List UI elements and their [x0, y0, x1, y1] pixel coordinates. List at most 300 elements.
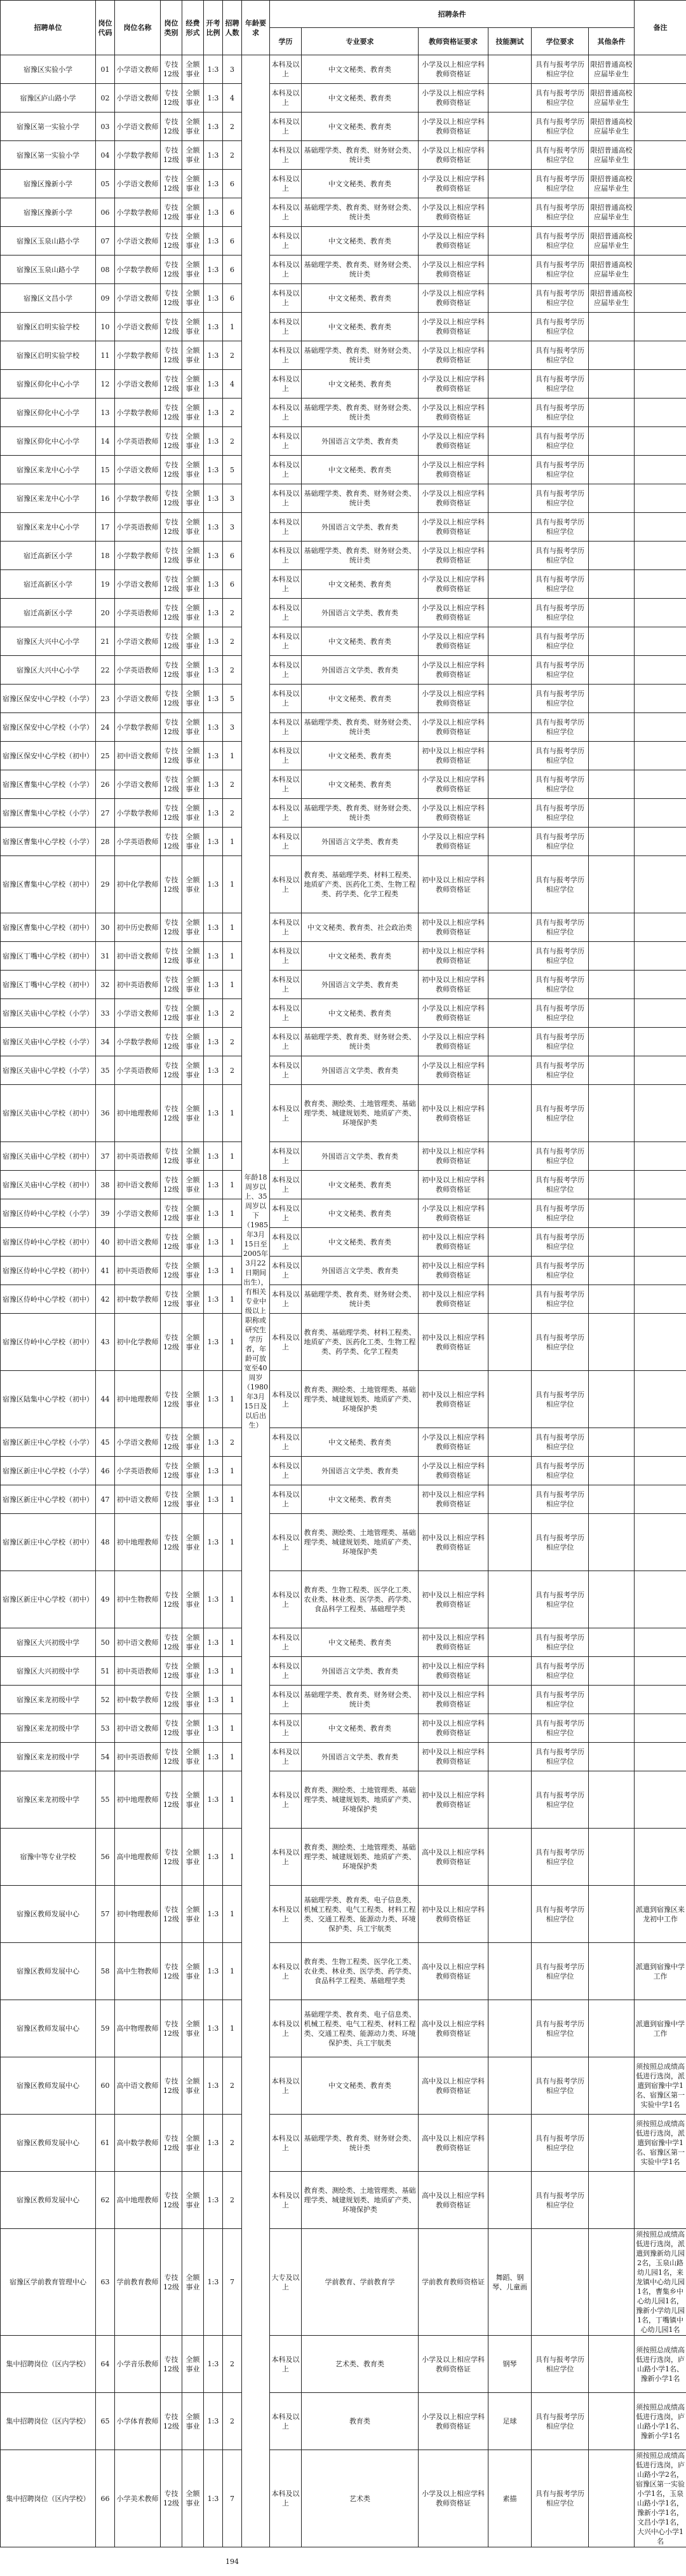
header-name: 岗位名称: [115, 1, 161, 55]
major-cell: 艺术类、教育类: [302, 2336, 419, 2393]
degree-cell: 具有与报考学历相应学位: [532, 2115, 589, 2172]
skill-cell: [488, 542, 532, 570]
other-cell: 限招普通高校应届毕业生: [589, 55, 635, 84]
code-cell: 63: [96, 2229, 115, 2336]
cert-cell: 初中及以上相应学科教师资格证: [419, 1228, 488, 1257]
degree-cell: 具有与报考学历相应学位: [532, 1571, 589, 1628]
remark-cell: [635, 399, 686, 427]
unit-cell: 宿豫区启明实验学校: [1, 313, 96, 341]
table-row: [1, 1428, 686, 1457]
major-cell: 基础理学类、教育类、财务财会类、统计类: [302, 1285, 419, 1314]
remark-cell: [635, 971, 686, 999]
table-row: [1, 1771, 686, 1829]
degree-cell: 具有与报考学历相应学位: [532, 2393, 589, 2450]
position-name-cell: 初中化学教师: [115, 856, 161, 913]
remark-cell: [635, 341, 686, 370]
education-cell: 本科及以上: [270, 55, 302, 84]
position-type-cell: 专技12级: [161, 341, 182, 370]
code-cell: 62: [96, 2172, 115, 2229]
position-name-cell: 初中语文教师: [115, 1171, 161, 1199]
position-type-cell: 专技12级: [161, 1371, 182, 1428]
other-cell: [589, 942, 635, 971]
remark-cell: [635, 1314, 686, 1371]
cert-cell: 初中及以上相应学科教师资格证: [419, 1743, 488, 1771]
count-cell: 3: [223, 513, 242, 542]
education-cell: 本科及以上: [270, 1485, 302, 1514]
count-cell: 6: [223, 256, 242, 284]
remark-cell: 须按照总成绩高低进行选岗，派遣到豫新幼儿园2名，玉泉山路幼儿园1名，来龙镇中心幼儿园1名，曹集乡中心幼儿园1名，豫新小学幼儿园1名，丁嘴镇中心幼儿园1名: [635, 2229, 686, 2336]
position-type-cell: 专技12级: [161, 2229, 182, 2336]
position-type-cell: 专技12级: [161, 913, 182, 942]
remark-cell: [635, 942, 686, 971]
other-cell: [589, 770, 635, 799]
count-cell: 1: [223, 313, 242, 341]
ratio-cell: 1:3: [204, 971, 223, 999]
major-cell: 外国语言文学类、教育类: [302, 971, 419, 999]
degree-cell: 具有与报考学历相应学位: [532, 1085, 589, 1142]
education-cell: 本科及以上: [270, 942, 302, 971]
ratio-cell: 1:3: [204, 313, 223, 341]
position-type-cell: 专技12级: [161, 599, 182, 627]
skill-cell: [488, 84, 532, 112]
count-cell: 4: [223, 370, 242, 399]
degree-cell: 具有与报考学历相应学位: [532, 2000, 589, 2057]
ratio-cell: 1:3: [204, 1514, 223, 1571]
skill-cell: [488, 1628, 532, 1657]
funding-cell: 全额事业: [182, 1314, 204, 1371]
funding-cell: 全额事业: [182, 84, 204, 112]
count-cell: 3: [223, 484, 242, 513]
ratio-cell: 1:3: [204, 227, 223, 256]
code-cell: 50: [96, 1628, 115, 1657]
code-cell: 38: [96, 1171, 115, 1199]
other-cell: [589, 570, 635, 599]
code-cell: 24: [96, 713, 115, 742]
other-cell: [589, 456, 635, 484]
cert-cell: 小学及以上相应学科教师资格证: [419, 799, 488, 828]
major-cell: 基础理学类、教育类、财务财会类、统计类: [302, 198, 419, 227]
unit-cell: 宿豫区侍岭中心学校（小学）: [1, 1199, 96, 1228]
count-cell: 1: [223, 1571, 242, 1628]
count-cell: 3: [223, 55, 242, 84]
code-cell: 08: [96, 256, 115, 284]
other-cell: [589, 1171, 635, 1199]
skill-cell: [488, 1314, 532, 1371]
education-cell: 大专及以上: [270, 2229, 302, 2336]
position-name-cell: 初中英语教师: [115, 1743, 161, 1771]
position-name-cell: 初中数学教师: [115, 1686, 161, 1714]
header-major: 专业要求: [302, 28, 419, 55]
degree-cell: 具有与报考学历相应学位: [532, 1714, 589, 1743]
cert-cell: 初中及以上相应学科教师资格证: [419, 971, 488, 999]
education-cell: 本科及以上: [270, 713, 302, 742]
funding-cell: 全额事业: [182, 227, 204, 256]
remark-cell: 派遣到宿豫中学工作: [635, 1943, 686, 2000]
ratio-cell: 1:3: [204, 1686, 223, 1714]
unit-cell: 宿迁高新区小学: [1, 570, 96, 599]
skill-cell: [488, 513, 532, 542]
other-cell: [589, 1056, 635, 1085]
position-type-cell: 专技12级: [161, 656, 182, 685]
education-cell: 本科及以上: [270, 742, 302, 770]
funding-cell: 全额事业: [182, 856, 204, 913]
code-cell: 48: [96, 1514, 115, 1571]
count-cell: 2: [223, 141, 242, 170]
unit-cell: 宿豫区曹集中心学校（小学）: [1, 799, 96, 828]
unit-cell: 宿豫区侍岭中心学校（初中）: [1, 1285, 96, 1314]
total-row-empty: [589, 2547, 635, 2576]
major-cell: 基础理学类、教育类、财务财会类、统计类: [302, 2115, 419, 2172]
ratio-cell: 1:3: [204, 742, 223, 770]
ratio-cell: 1:3: [204, 1428, 223, 1457]
cert-cell: 高中及以上相应学科教师资格证: [419, 1829, 488, 1886]
remark-cell: 派遣到宿豫区来龙初中工作: [635, 1886, 686, 1943]
remark-cell: [635, 770, 686, 799]
degree-cell: 具有与报考学历相应学位: [532, 227, 589, 256]
unit-cell: 宿迁高新区小学: [1, 599, 96, 627]
cert-cell: 小学及以上相应学科教师资格证: [419, 570, 488, 599]
ratio-cell: 1:3: [204, 1285, 223, 1314]
table-row: [1, 942, 686, 971]
code-cell: 53: [96, 1714, 115, 1743]
cert-cell: 初中及以上相应学科教师资格证: [419, 1142, 488, 1171]
cert-cell: 初中及以上相应学科教师资格证: [419, 1371, 488, 1428]
other-cell: [589, 399, 635, 427]
unit-cell: 宿豫区仰化中心小学: [1, 399, 96, 427]
skill-cell: [488, 1657, 532, 1686]
major-cell: 中文文秘类、教育类: [302, 770, 419, 799]
ratio-cell: 1:3: [204, 170, 223, 198]
remark-cell: [635, 313, 686, 341]
education-cell: 本科及以上: [270, 1743, 302, 1771]
position-name-cell: 小学语文教师: [115, 284, 161, 313]
unit-cell: 宿豫区保安中心学校（小学）: [1, 685, 96, 713]
position-type-cell: 专技12级: [161, 84, 182, 112]
education-cell: 本科及以上: [270, 1514, 302, 1571]
remark-cell: [635, 370, 686, 399]
position-name-cell: 小学英语教师: [115, 513, 161, 542]
skill-cell: [488, 799, 532, 828]
cert-cell: 初中及以上相应学科教师资格证: [419, 1085, 488, 1142]
remark-cell: [635, 599, 686, 627]
major-cell: 外国语言文学类、教育类: [302, 427, 419, 456]
position-name-cell: 初中数学教师: [115, 1285, 161, 1314]
funding-cell: 全额事业: [182, 713, 204, 742]
degree-cell: 具有与报考学历相应学位: [532, 627, 589, 656]
other-cell: [589, 913, 635, 942]
code-cell: 42: [96, 1285, 115, 1314]
education-cell: 本科及以上: [270, 599, 302, 627]
code-cell: 37: [96, 1142, 115, 1171]
count-cell: 6: [223, 570, 242, 599]
ratio-cell: 1:3: [204, 1743, 223, 1771]
remark-cell: [635, 141, 686, 170]
skill-cell: [488, 999, 532, 1028]
education-cell: 本科及以上: [270, 1171, 302, 1199]
total-row-empty: [182, 2547, 204, 2576]
count-cell: 5: [223, 685, 242, 713]
table-row: [1, 542, 686, 570]
count-cell: 1: [223, 1714, 242, 1743]
funding-cell: 全额事业: [182, 456, 204, 484]
education-cell: 本科及以上: [270, 1714, 302, 1743]
skill-cell: [488, 284, 532, 313]
skill-cell: [488, 1771, 532, 1829]
cert-cell: 小学及以上相应学科教师资格证: [419, 1457, 488, 1485]
education-cell: 本科及以上: [270, 84, 302, 112]
table-row: [1, 141, 686, 170]
cert-cell: 小学及以上相应学科教师资格证: [419, 1028, 488, 1056]
degree-cell: 具有与报考学历相应学位: [532, 55, 589, 84]
funding-cell: 全额事业: [182, 1571, 204, 1628]
other-cell: [589, 1771, 635, 1829]
other-cell: [589, 2393, 635, 2450]
total-row-empty: [635, 2547, 686, 2576]
cert-cell: 初中及以上相应学科教师资格证: [419, 1257, 488, 1285]
position-type-cell: 专技12级: [161, 1228, 182, 1257]
position-type-cell: 专技12级: [161, 1771, 182, 1829]
remark-cell: [635, 1428, 686, 1457]
unit-cell: 宿豫区玉泉山路小学: [1, 256, 96, 284]
position-type-cell: 专技12级: [161, 1428, 182, 1457]
count-cell: 1: [223, 1485, 242, 1514]
total-row-empty: [161, 2547, 182, 2576]
funding-cell: 全额事业: [182, 2336, 204, 2393]
remark-cell: [635, 1257, 686, 1285]
code-cell: 16: [96, 484, 115, 513]
table-row: [1, 227, 686, 256]
total-row-empty: [419, 2547, 488, 2576]
other-cell: [589, 427, 635, 456]
cert-cell: 小学及以上相应学科教师资格证: [419, 341, 488, 370]
funding-cell: 全额事业: [182, 1142, 204, 1171]
remark-cell: [635, 1171, 686, 1199]
education-cell: 本科及以上: [270, 1142, 302, 1171]
funding-cell: 全额事业: [182, 2450, 204, 2547]
major-cell: 教育类、测绘类、土地管理类、基础理学类、城建规划类、地质矿产类、环境保护类: [302, 2172, 419, 2229]
cert-cell: 小学及以上相应学科教师资格证: [419, 484, 488, 513]
code-cell: 45: [96, 1428, 115, 1457]
unit-cell: 宿豫区关庙中心学校（初中）: [1, 1142, 96, 1171]
degree-cell: 具有与报考学历相应学位: [532, 170, 589, 198]
funding-cell: 全额事业: [182, 1228, 204, 1257]
code-cell: 41: [96, 1257, 115, 1285]
table-row: [1, 1142, 686, 1171]
table-row: [1, 570, 686, 599]
funding-cell: 全额事业: [182, 2115, 204, 2172]
position-type-cell: 专技12级: [161, 856, 182, 913]
count-cell: 1: [223, 913, 242, 942]
unit-cell: 宿豫区教师发展中心: [1, 1886, 96, 1943]
major-cell: 中文文秘类、教育类: [302, 1714, 419, 1743]
unit-cell: 宿豫区大兴初级中学: [1, 1628, 96, 1657]
major-cell: 中文文秘类、教育类: [302, 170, 419, 198]
degree-cell: 具有与报考学历相应学位: [532, 1771, 589, 1829]
funding-cell: 全额事业: [182, 656, 204, 685]
position-type-cell: 专技12级: [161, 971, 182, 999]
remark-cell: [635, 1743, 686, 1771]
skill-cell: [488, 1142, 532, 1171]
table-row: [1, 1886, 686, 1943]
remark-cell: [635, 513, 686, 542]
code-cell: 43: [96, 1314, 115, 1371]
position-type-cell: 专技12级: [161, 685, 182, 713]
degree-cell: [532, 2229, 589, 2336]
position-type-cell: 专技12级: [161, 2450, 182, 2547]
count-cell: 2: [223, 2336, 242, 2393]
degree-cell: 具有与报考学历相应学位: [532, 685, 589, 713]
unit-cell: 宿豫区庐山路小学: [1, 84, 96, 112]
other-cell: [589, 1028, 635, 1056]
table-row: [1, 84, 686, 112]
degree-cell: 具有与报考学历相应学位: [532, 656, 589, 685]
position-type-cell: 专技12级: [161, 999, 182, 1028]
degree-cell: 具有与报考学历相应学位: [532, 399, 589, 427]
remark-cell: [635, 1028, 686, 1056]
position-name-cell: 初中地理教师: [115, 1771, 161, 1829]
code-cell: 59: [96, 2000, 115, 2057]
table-row: [1, 599, 686, 627]
ratio-cell: 1:3: [204, 2115, 223, 2172]
ratio-cell: 1:3: [204, 1085, 223, 1142]
cert-cell: 小学及以上相应学科教师资格证: [419, 542, 488, 570]
count-cell: 1: [223, 856, 242, 913]
remark-cell: [635, 1199, 686, 1228]
table-row: [1, 341, 686, 370]
degree-cell: 具有与报考学历相应学位: [532, 1199, 589, 1228]
skill-cell: [488, 313, 532, 341]
count-cell: 2: [223, 427, 242, 456]
table-row: [1, 971, 686, 999]
ratio-cell: 1:3: [204, 256, 223, 284]
major-cell: 教育类、测绘类、土地管理类、基础理学类、城建规划类、地质矿产类、环境保护类: [302, 1514, 419, 1571]
position-name-cell: 高中生物教师: [115, 1943, 161, 2000]
table-row: [1, 1829, 686, 1886]
funding-cell: 全额事业: [182, 770, 204, 799]
funding-cell: 全额事业: [182, 2229, 204, 2336]
skill-cell: [488, 227, 532, 256]
skill-cell: [488, 1228, 532, 1257]
other-cell: 限招普通高校应届毕业生: [589, 284, 635, 313]
remark-cell: [635, 1485, 686, 1514]
code-cell: 46: [96, 1457, 115, 1485]
skill-cell: [488, 2172, 532, 2229]
table-row: [1, 484, 686, 513]
ratio-cell: 1:3: [204, 427, 223, 456]
major-cell: 基础理学类、教育类、电子信息类、机械工程类、电气工程类、材料工程类、交通工程类、能源动力类、环境保护类、兵工宇航类: [302, 1886, 419, 1943]
code-cell: 58: [96, 1943, 115, 2000]
cert-cell: 小学及以上相应学科教师资格证: [419, 828, 488, 856]
remark-cell: 须按照总成绩高低进行选岗，庐山路小学1名、豫新小学1名: [635, 2393, 686, 2450]
cert-cell: 小学及以上相应学科教师资格证: [419, 227, 488, 256]
cert-cell: 高中及以上相应学科教师资格证: [419, 2000, 488, 2057]
count-cell: 1: [223, 1514, 242, 1571]
count-cell: 2: [223, 1428, 242, 1457]
table-row: [1, 256, 686, 284]
total-row-empty: [302, 2547, 419, 2576]
remark-cell: [635, 1514, 686, 1571]
code-cell: 13: [96, 399, 115, 427]
count-cell: 6: [223, 284, 242, 313]
cert-cell: 小学及以上相应学科教师资格证: [419, 399, 488, 427]
position-type-cell: 专技12级: [161, 2393, 182, 2450]
position-type-cell: 专技12级: [161, 742, 182, 770]
other-cell: [589, 2115, 635, 2172]
table-row: [1, 742, 686, 770]
remark-cell: [635, 999, 686, 1028]
count-cell: 2: [223, 2057, 242, 2115]
funding-cell: 全额事业: [182, 256, 204, 284]
code-cell: 66: [96, 2450, 115, 2547]
unit-cell: 宿豫区丁嘴中心学校（初中）: [1, 971, 96, 999]
major-cell: 基础理学类、教育类、财务财会类、统计类: [302, 713, 419, 742]
table-row: [1, 1199, 686, 1228]
education-cell: 本科及以上: [270, 2057, 302, 2115]
unit-cell: 宿豫区来龙中心小学: [1, 456, 96, 484]
unit-cell: 宿豫区来龙中心小学: [1, 513, 96, 542]
header-age: 年龄要求: [242, 1, 270, 55]
count-cell: 1: [223, 942, 242, 971]
remark-cell: [635, 1657, 686, 1686]
cert-cell: 初中及以上相应学科教师资格证: [419, 1714, 488, 1743]
skill-cell: [488, 2000, 532, 2057]
table-row: [1, 713, 686, 742]
remark-cell: [635, 1228, 686, 1257]
major-cell: 外国语言文学类、教育类: [302, 1743, 419, 1771]
position-name-cell: 小学语文教师: [115, 112, 161, 141]
position-type-cell: 专技12级: [161, 1285, 182, 1314]
count-cell: 1: [223, 1085, 242, 1142]
ratio-cell: 1:3: [204, 627, 223, 656]
position-type-cell: 专技12级: [161, 1485, 182, 1514]
degree-cell: 具有与报考学历相应学位: [532, 542, 589, 570]
other-cell: [589, 713, 635, 742]
unit-cell: 宿豫区保安中心学校（初中）: [1, 742, 96, 770]
degree-cell: 具有与报考学历相应学位: [532, 1428, 589, 1457]
ratio-cell: 1:3: [204, 999, 223, 1028]
table-row: [1, 2229, 686, 2336]
count-cell: 2: [223, 112, 242, 141]
code-cell: 19: [96, 570, 115, 599]
position-type-cell: 专技12级: [161, 1514, 182, 1571]
position-name-cell: 初中语文教师: [115, 1714, 161, 1743]
ratio-cell: 1:3: [204, 198, 223, 227]
position-name-cell: 小学英语教师: [115, 828, 161, 856]
education-cell: 本科及以上: [270, 1686, 302, 1714]
table-row: [1, 1686, 686, 1714]
position-type-cell: 专技12级: [161, 484, 182, 513]
ratio-cell: 1:3: [204, 828, 223, 856]
skill-cell: [488, 1743, 532, 1771]
skill-cell: [488, 456, 532, 484]
position-type-cell: 专技12级: [161, 227, 182, 256]
remark-cell: 须按照总成绩高低进行选岗，庐山路小学2名，宿豫区第一实验小学1名，玉泉山路小学1名，豫新小学1名，文昌小学1名，大兴中心小学1名: [635, 2450, 686, 2547]
degree-cell: 具有与报考学历相应学位: [532, 2336, 589, 2393]
skill-cell: [488, 1257, 532, 1285]
education-cell: 本科及以上: [270, 1829, 302, 1886]
education-cell: 本科及以上: [270, 770, 302, 799]
cert-cell: 初中及以上相应学科教师资格证: [419, 1886, 488, 1943]
position-name-cell: 初中生物教师: [115, 1571, 161, 1628]
major-cell: 中文文秘类、教育类: [302, 1199, 419, 1228]
remark-cell: [635, 570, 686, 599]
remark-cell: [635, 198, 686, 227]
funding-cell: 全额事业: [182, 484, 204, 513]
count-cell: 4: [223, 84, 242, 112]
skill-cell: [488, 1829, 532, 1886]
ratio-cell: 1:3: [204, 2000, 223, 2057]
position-name-cell: 高中物理教师: [115, 2000, 161, 2057]
